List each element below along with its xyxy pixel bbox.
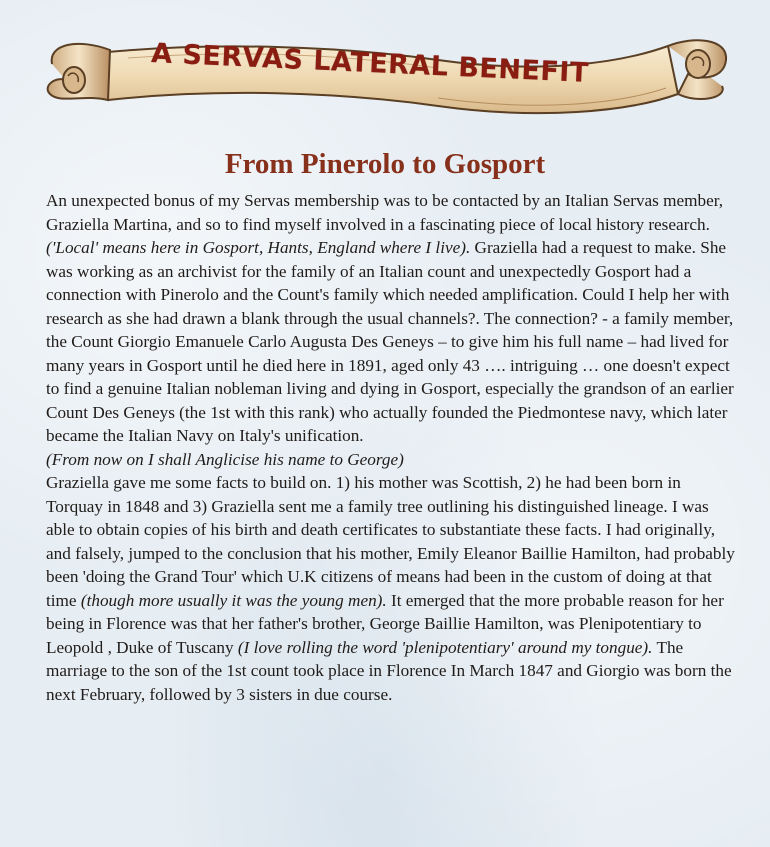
paragraph-1-text-a: An unexpected bonus of my Servas membership was to be contacted by an Italian Servas member, Graziella Martina, and so to find myself involved in a fascinating piece of local history research.	[46, 191, 724, 234]
paragraph-1	[46, 189, 736, 448]
article-title: From Pinerolo to Gosport	[224, 148, 546, 180]
paragraph-1-italic-note: ('Local' means here in Gosport, Hants, England where I live).	[46, 238, 471, 257]
paragraph-3-text-b: It emerged that the more probable reason for her being in Florence was that her father's brother, George Baillie Hamilton, was Plenipotentiary to Leopold , Duke of Tuscany	[46, 590, 724, 657]
paragraph-3-text-a: Graziella gave me some facts to build on. 1) his mother was Scottish, 2) he had been born in Torquay in 1848 and 3) Graziella sent me a family tree outlining his distinguished lineage. I was able to obtain copies of his birth and death certificates to substantiate these facts. I had originally, and falsely, jumped to the conclusion that his mother, Emily Eleanor Baillie Hamilton, had probably been 'doing the Grand Tour' which U.K citizens of means had been in the custom of doing at that time	[46, 473, 735, 610]
article-body	[46, 189, 736, 706]
paragraph-3	[46, 471, 736, 706]
banner-title: A SERVAS LATERAL BENEFIT	[150, 38, 590, 89]
paragraph-3-italic-note-a: (though more usually it was the young men).	[80, 590, 387, 610]
paragraph-2-italic-note: (From now on I shall Anglicise his name to George)	[46, 449, 404, 469]
paragraph-3-text-c: The marriage to the son of the 1st count took place in Florence In March 1847 and Giorgio was born the next February, followed by 3 sisters in due course.	[46, 637, 732, 704]
paragraph-3-italic-note-b: (I love rolling the word 'plenipotentiary' around my tongue).	[237, 637, 653, 657]
paragraph-1-text-b: Graziella had a request to make. She was working as an archivist for the family of an Italian count and unexpectedly Gosport had a connection with Pinerolo and the Count's family which needed amplification. Could I help her with research as she had drawn a blank through the usual channels?. The connection? - a family member, the Count Giorgio Emanuele Carlo Augusta Des Geneys – to give him his full name – had lived for many years in Gosport until he died here in 1891, aged only 43 …. intriguing … one doesn't expect to find a genuine Italian nobleman living and dying in Gosport, especially the grandson of an earlier Count Des Geneys (the 1st with this rank) who actually founded the Piedmontese navy, which later became the Italian Navy on Italy's unification.	[46, 238, 734, 445]
paragraph-2	[46, 448, 736, 472]
